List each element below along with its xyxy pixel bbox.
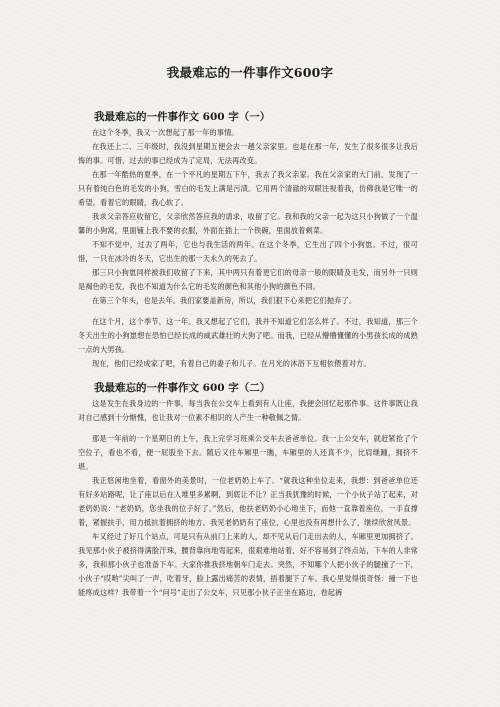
paragraph: 不知不觉中，过去了两年，它也与我生活的两年。在这个冬季，它生出了四个小狗崽。不过，很可惜，一只在冰冷的冬天，它出生的那一天永久的死去了。 xyxy=(78,240,418,263)
section-2-heading: 我最难忘的一件事作文 600 字（二） xyxy=(94,382,271,394)
document-body xyxy=(78,110,418,600)
paragraph: 那三只小狗崽同样被我们收留了下来，其中两只有着更它们的母亲一般的眼睛及毛发，而另外一只则是褐色的毛发，我也不知道为什么它的毛发的颜色和其他小狗的颜色不同。 xyxy=(78,268,418,291)
paragraph: 车又经过了好几个站点，可是只有从前门上来的人，却不见从后门走出去的人，车厢里更加拥挤了。我见那小伙子被挤得满脸汗珠，腰背靠向地弯起来，很艰难地站着，好不容易到了终点站，下车的人非常多，我和那小伙子也准备下车。大家你推我挤地朝车门走去。突然，不知哪个人把小伙子的腿撞了一下，小伙子“哎哟”尖叫了一声，吃着牙，脸上露出痛苦的表情，捂着腿下了车。我心里觉得很奇怪：撞一下也能疼成这样？我带着一个“问号”走出了公交车，只见那小伙子正坐在路边，卷起裤 xyxy=(78,532,418,597)
document-title: 我最难忘的一件事作文600字 xyxy=(166,65,334,80)
paragraph: 在第三个年头，也是去年。我们家要盖新房，所以，我们狠下心来把它们抛弃了。 xyxy=(92,296,357,305)
paragraph: 在这个月，这个季节，这一年。我又想起了它们，我并不知道它们怎么样了。不过，我知道，那三个冬天出生的小狗崽想在恐怕已经长成的威武雄壮的大狗了吧。而我，已经从懵懵懂懂的小男孩长成的成熟一点的大男孩。 xyxy=(78,317,418,354)
paragraph: 我正悠闲地坐着，看窗外的美景时，一位老奶奶上车了。“就我这种坐位走来，我想：到爸爸单位还有好多站路呢，让了座以后在人堆里多累啊，到底让不让？正当我犹豫的时候，一个小伙子站了起来，对老奶奶说：“老奶奶，您坐我的位子好了。”然后，他扶老奶奶小心地坐下，而他一直靠着座位，一手直撑着，紧握扶手，用力抵抗着拥挤的地方。我见老奶奶有了座位，心里也没有再想什么了，继续欣赏风景。 xyxy=(78,476,418,527)
paragraph: 在那一年酷热的夏季，在一个平凡的星期五下午，我去了我父亲家。我在父亲家的大门前，发现了一只有着纯白色的毛发的小狗，雪白的毛发上满是污渍。它用两个清澈的双眼注视着我，仿佛我是它唯一的希望。看着它的眼睛，我心软了。 xyxy=(78,170,418,207)
paragraph: 我求父亲答应收留它，父亲欣然答应我的请求，收留了它。我和我的父亲一起为这只小狗做了一个温馨的小狗窝，里面铺上我不要的衣服，外面在插上一个铁碗，里面放着剩菜。 xyxy=(78,212,418,235)
paragraph: 这是发生在我身边的一件事，每当我在公交车上看到有人让座，我便会回忆起那件事。这件事既让我对自己感到十分惭愧，也让我对一位素不相识的人产生一种敬佩之情。 xyxy=(78,399,418,422)
paragraph: 现在，他们已经成家了吧，有着自己的妻子和儿子。在月光的沐浴下互相依偎着对方。 xyxy=(92,359,371,368)
paragraph: 在这个冬季，我又一次想起了那一年的事情。 xyxy=(92,128,239,137)
section-1-heading: 我最难忘的一件事作文 600 字（一） xyxy=(94,111,271,123)
paragraph: 在我还上二、三年级时，我没到星期五便会去一趟父亲家里。也是在那一年，发生了很多很多让我后悔的事。可惜，过去的事已经成为了定局，无法再改变。 xyxy=(78,142,418,165)
paragraph: 那是一年前的一个星期日的上午，我上完学习班乘公交车去爸爸单位。我一上公交车，就赶紧抢了个空位子，看也不看，便一屁股坐下去。随后又往车厢里一瞧，车厢里的人还真不少，比肩继踵，拥挤不堪。 xyxy=(78,434,418,471)
